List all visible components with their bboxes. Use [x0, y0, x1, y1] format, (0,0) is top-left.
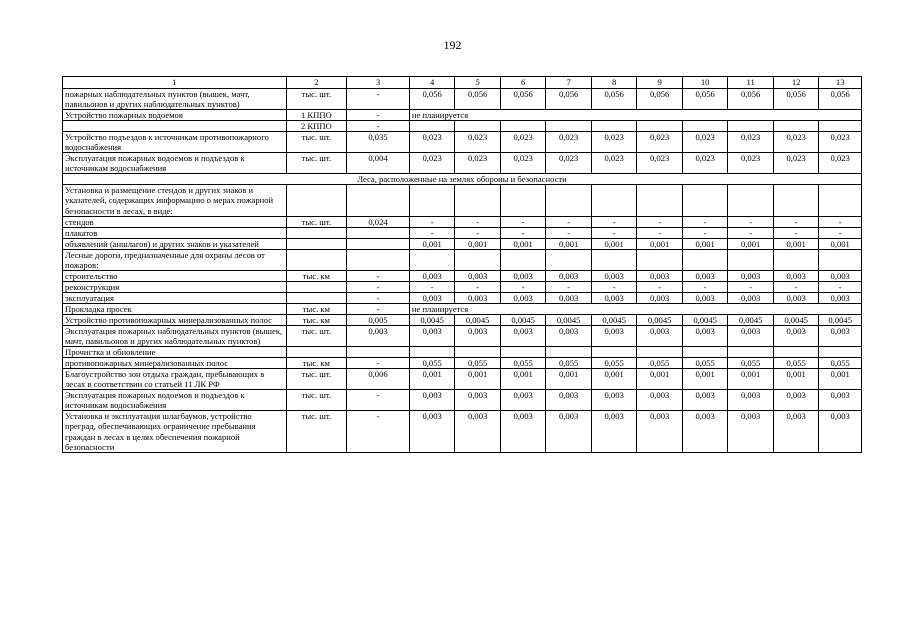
value-cell [546, 121, 592, 132]
value-cell: 0,003 [819, 411, 862, 452]
value-cell: 0,023 [637, 153, 683, 174]
value-cell: 0,003 [409, 270, 455, 281]
value-cell [546, 347, 592, 358]
value-cell: - [409, 216, 455, 227]
measure-label: стендов [63, 216, 287, 227]
page-number: 192 [443, 38, 462, 52]
table-row [63, 303, 862, 314]
value-cell: 0,0045 [728, 314, 774, 325]
value-cell: 0,056 [409, 89, 455, 110]
value-cell [409, 185, 455, 216]
value-cell [409, 347, 455, 358]
column-number: 13 [819, 77, 862, 89]
value-cell: 0,001 [728, 369, 774, 390]
value-cell: 0,056 [546, 89, 592, 110]
value-cell: 0,003 [819, 292, 862, 303]
value-cell: - [819, 227, 862, 238]
value-cell [591, 121, 637, 132]
table-row [63, 369, 862, 390]
value-cell: 0,003 [500, 270, 546, 281]
measure-label: плакатов [63, 227, 287, 238]
value-cell: 0,003 [546, 411, 592, 452]
unit-cell: тыс. шт. [286, 390, 347, 411]
value-cell: 0,003 [637, 270, 683, 281]
value-cell: - [682, 227, 728, 238]
value-cell: 0,056 [819, 89, 862, 110]
value-cell: - [728, 227, 774, 238]
value-cell: 0,003 [591, 292, 637, 303]
value-cell [637, 249, 683, 270]
value-cell: 0,023 [682, 132, 728, 153]
measure-label: объявлений (аншлагов) и других знаков и указателей [63, 238, 287, 249]
column-number: 11 [728, 77, 774, 89]
value-cell: 0,003 [591, 326, 637, 347]
value-cell: 0,023 [500, 132, 546, 153]
unit-cell: тыс. шт. [286, 89, 347, 110]
table-row [63, 314, 862, 325]
total-cell: 0,006 [347, 369, 410, 390]
value-cell: 0,003 [409, 292, 455, 303]
value-cell: - [500, 216, 546, 227]
section-row [63, 174, 862, 185]
unit-cell [286, 281, 347, 292]
total-cell: - [347, 121, 410, 132]
value-cell: 0,023 [455, 132, 501, 153]
column-number: 2 [286, 77, 347, 89]
measure-label [63, 121, 287, 132]
value-cell: 0,023 [409, 132, 455, 153]
unit-cell [286, 227, 347, 238]
value-cell: 0,023 [682, 153, 728, 174]
unit-cell: тыс. шт. [286, 326, 347, 347]
value-cell: 0,003 [728, 270, 774, 281]
value-cell: 0,055 [500, 358, 546, 369]
value-cell: 0,001 [409, 238, 455, 249]
value-cell [500, 121, 546, 132]
value-cell: - [591, 281, 637, 292]
unit-cell: тыс. км [286, 314, 347, 325]
value-cell: 0,0045 [637, 314, 683, 325]
value-cell: 0,0045 [546, 314, 592, 325]
value-cell: 0,003 [773, 270, 819, 281]
value-cell: - [455, 281, 501, 292]
value-cell: 0,056 [591, 89, 637, 110]
value-cell: 0,003 [637, 390, 683, 411]
value-cell [682, 185, 728, 216]
measure-label: Прокладка просек [63, 303, 287, 314]
value-cell: 0,003 [500, 326, 546, 347]
value-cell: 0,001 [773, 369, 819, 390]
note-cell: не планируется [409, 303, 861, 314]
measure-label: Устройство подъездов к источникам противопожарного водоснабжения [63, 132, 287, 153]
value-cell: - [728, 216, 774, 227]
value-cell [455, 121, 501, 132]
value-cell: 0,003 [591, 270, 637, 281]
table-row [63, 185, 862, 216]
unit-cell [286, 347, 347, 358]
value-cell: 0,023 [773, 153, 819, 174]
value-cell [591, 249, 637, 270]
value-cell: 0,003 [455, 326, 501, 347]
value-cell: - [819, 281, 862, 292]
value-cell: - [637, 227, 683, 238]
value-cell: 0,0045 [819, 314, 862, 325]
value-cell: - [546, 216, 592, 227]
unit-cell: тыс. шт. [286, 132, 347, 153]
value-cell [455, 185, 501, 216]
measure-label: Эксплуатация пожарных водоемов и подъездов к источникам водоснабжения [63, 153, 287, 174]
value-cell [682, 121, 728, 132]
total-cell: - [347, 281, 410, 292]
value-cell: 0,003 [546, 292, 592, 303]
value-cell: 0,001 [546, 238, 592, 249]
value-cell: 0,003 [637, 326, 683, 347]
value-cell [819, 347, 862, 358]
value-cell [409, 121, 455, 132]
value-cell: 0,023 [637, 132, 683, 153]
table-row [63, 227, 862, 238]
table-row [63, 390, 862, 411]
value-cell: 0,023 [591, 153, 637, 174]
section-title: Леса, расположенные на землях обороны и безопасности [63, 174, 862, 185]
measure-label: Благоустройство зон отдыха граждан, пребывающих в лесах в соответствии со статьей 11 ЛК РФ [63, 369, 287, 390]
value-cell: - [819, 216, 862, 227]
column-number: 9 [637, 77, 683, 89]
value-cell: 0,023 [728, 132, 774, 153]
table-row [63, 411, 862, 452]
value-cell: 0,003 [546, 270, 592, 281]
value-cell [819, 121, 862, 132]
table-row [63, 132, 862, 153]
value-cell: 0,003 [819, 270, 862, 281]
table-row [63, 326, 862, 347]
value-cell [637, 185, 683, 216]
unit-cell: тыс. км [286, 303, 347, 314]
value-cell: 0,023 [773, 132, 819, 153]
value-cell: 0,023 [728, 153, 774, 174]
value-cell: 0,055 [455, 358, 501, 369]
value-cell: 0,003 [591, 411, 637, 452]
value-cell: 0,055 [637, 358, 683, 369]
measure-label: Установка и размещение стендов и других знаков и указателей, содержащих информацию о мерах пожарной безопасности в лесах, в виде: [63, 185, 287, 216]
column-number: 12 [773, 77, 819, 89]
unit-cell: тыс. км [286, 270, 347, 281]
value-cell [409, 249, 455, 270]
value-cell: 0,003 [728, 326, 774, 347]
measure-label: реконструкция [63, 281, 287, 292]
unit-cell: тыс. шт. [286, 153, 347, 174]
value-cell [500, 185, 546, 216]
value-cell: 0,003 [455, 411, 501, 452]
unit-cell: тыс. шт. [286, 369, 347, 390]
value-cell: - [546, 281, 592, 292]
value-cell: 0,055 [819, 358, 862, 369]
total-cell: - [347, 270, 410, 281]
value-cell: 0,023 [455, 153, 501, 174]
value-cell: - [773, 281, 819, 292]
total-cell: - [347, 303, 410, 314]
value-cell [546, 249, 592, 270]
table-row [63, 238, 862, 249]
total-cell [347, 227, 410, 238]
value-cell: 0,001 [637, 369, 683, 390]
value-cell [591, 185, 637, 216]
column-number: 5 [455, 77, 501, 89]
value-cell: - [500, 281, 546, 292]
column-number: 7 [546, 77, 592, 89]
unit-cell: 1 КППО [286, 110, 347, 121]
measure-label: Установка и эксплуатация шлагбаумов, устройство преград, обеспечивающих ограничение пребывания граждан в лесах в целях обеспечения пожарной безопасности [63, 411, 287, 452]
value-cell [773, 121, 819, 132]
total-cell: - [347, 110, 410, 121]
value-cell: 0,023 [591, 132, 637, 153]
value-cell [500, 249, 546, 270]
value-cell [682, 347, 728, 358]
measure-label: противопожарных минерализованных полос [63, 358, 287, 369]
value-cell: - [773, 216, 819, 227]
value-cell: - [637, 216, 683, 227]
value-cell: 0,001 [455, 369, 501, 390]
value-cell: 0,001 [773, 238, 819, 249]
value-cell: 0,055 [728, 358, 774, 369]
value-cell: 0,003 [682, 390, 728, 411]
value-cell: 0,055 [682, 358, 728, 369]
value-cell [728, 347, 774, 358]
unit-cell: тыс. км [286, 358, 347, 369]
value-cell: 0,003 [773, 390, 819, 411]
value-cell: 0,003 [546, 326, 592, 347]
value-cell: 0,003 [409, 411, 455, 452]
value-cell: 0,0045 [500, 314, 546, 325]
value-cell [682, 249, 728, 270]
value-cell: 0,0045 [455, 314, 501, 325]
value-cell [591, 347, 637, 358]
value-cell: 0,003 [682, 411, 728, 452]
value-cell: 0,023 [819, 153, 862, 174]
value-cell: - [591, 227, 637, 238]
value-cell: 0,003 [500, 411, 546, 452]
value-cell: - [682, 216, 728, 227]
value-cell: 0,0045 [591, 314, 637, 325]
value-cell: 0,056 [637, 89, 683, 110]
total-cell [347, 238, 410, 249]
measure-label: Прочистка и обновление [63, 347, 287, 358]
value-cell: 0,003 [500, 390, 546, 411]
value-cell: 0,055 [591, 358, 637, 369]
value-cell: 0,003 [773, 326, 819, 347]
unit-cell [286, 185, 347, 216]
value-cell: 0,023 [409, 153, 455, 174]
value-cell: - [591, 216, 637, 227]
unit-cell [286, 292, 347, 303]
value-cell: 0,003 [728, 390, 774, 411]
table-row [63, 153, 862, 174]
value-cell: 0,001 [682, 369, 728, 390]
value-cell: 0,001 [728, 238, 774, 249]
measure-label: Эксплуатация пожарных наблюдательных пунктов (вышек, мачт, павильонов и других наблюдательных пунктов) [63, 326, 287, 347]
measure-label: Устройство противопожарных минерализованных полос [63, 314, 287, 325]
column-number: 10 [682, 77, 728, 89]
forest-fire-measures-table [62, 76, 862, 453]
value-cell: - [728, 281, 774, 292]
column-number: 4 [409, 77, 455, 89]
value-cell [455, 347, 501, 358]
value-cell: 0,003 [819, 390, 862, 411]
total-cell: - [347, 292, 410, 303]
value-cell [819, 249, 862, 270]
total-cell: 0,035 [347, 132, 410, 153]
unit-cell [286, 249, 347, 270]
value-cell: 0,003 [455, 270, 501, 281]
value-cell: - [682, 281, 728, 292]
measure-label: Устройство пожарных водоемов [63, 110, 287, 121]
value-cell [773, 185, 819, 216]
total-cell [347, 185, 410, 216]
table-row [63, 270, 862, 281]
measure-label: строительство [63, 270, 287, 281]
value-cell: 0,001 [682, 238, 728, 249]
value-cell: 0,0045 [682, 314, 728, 325]
value-cell: 0,055 [773, 358, 819, 369]
value-cell [728, 121, 774, 132]
table-row [63, 292, 862, 303]
value-cell [637, 121, 683, 132]
value-cell [546, 185, 592, 216]
table-row [63, 347, 862, 358]
total-cell: - [347, 89, 410, 110]
value-cell: - [546, 227, 592, 238]
value-cell: 0,003 [773, 411, 819, 452]
value-cell: 0,003 [682, 270, 728, 281]
value-cell: 0,003 [637, 411, 683, 452]
value-cell: 0,0045 [409, 314, 455, 325]
value-cell: 0,003 [728, 411, 774, 452]
value-cell: - [409, 281, 455, 292]
value-cell [455, 249, 501, 270]
unit-cell: 2 КППО [286, 121, 347, 132]
header-row [63, 77, 862, 89]
value-cell: 0,055 [546, 358, 592, 369]
value-cell: 0,003 [819, 326, 862, 347]
table-row [63, 121, 862, 132]
value-cell: 0,056 [728, 89, 774, 110]
table-row [63, 281, 862, 292]
table-row [63, 358, 862, 369]
value-cell: - [409, 227, 455, 238]
value-cell: - [773, 227, 819, 238]
measure-label: эксплуатация [63, 292, 287, 303]
value-cell: 0,001 [455, 238, 501, 249]
total-cell: 0,003 [347, 326, 410, 347]
value-cell: 0,003 [455, 390, 501, 411]
measure-label: пожарных наблюдательных пунктов (вышек, мачт, павильонов и других наблюдательных пунктов) [63, 89, 287, 110]
value-cell [500, 347, 546, 358]
value-cell: 0,003 [682, 326, 728, 347]
measure-label: Эксплуатация пожарных водоемов и подъездов к источникам водоснабжения [63, 390, 287, 411]
value-cell: 0,056 [455, 89, 501, 110]
value-cell: - [500, 227, 546, 238]
value-cell [637, 347, 683, 358]
total-cell [347, 347, 410, 358]
value-cell: 0,003 [409, 326, 455, 347]
value-cell: - [637, 281, 683, 292]
value-cell: 0,003 [455, 292, 501, 303]
value-cell: 0,0045 [773, 314, 819, 325]
value-cell: 0,003 [637, 292, 683, 303]
value-cell: 0,003 [409, 390, 455, 411]
value-cell: 0,001 [591, 238, 637, 249]
value-cell: 0,003 [546, 390, 592, 411]
value-cell [819, 185, 862, 216]
value-cell: 0,023 [546, 153, 592, 174]
table-row [63, 249, 862, 270]
value-cell: 0,056 [773, 89, 819, 110]
value-cell: 0,001 [546, 369, 592, 390]
total-cell: 0,024 [347, 216, 410, 227]
table-row [63, 216, 862, 227]
value-cell: 0,056 [500, 89, 546, 110]
value-cell: 0,001 [819, 369, 862, 390]
value-cell [773, 347, 819, 358]
table-row [63, 110, 862, 121]
value-cell: 0,001 [500, 238, 546, 249]
value-cell: 0,023 [546, 132, 592, 153]
column-number: 3 [347, 77, 410, 89]
table-row [63, 89, 862, 110]
total-cell: - [347, 390, 410, 411]
unit-cell: тыс. шт. [286, 411, 347, 452]
value-cell: 0,003 [500, 292, 546, 303]
value-cell: 0,055 [409, 358, 455, 369]
note-cell: не планируется [409, 110, 861, 121]
value-cell: - [455, 216, 501, 227]
value-cell: 0,001 [409, 369, 455, 390]
value-cell: 0,001 [500, 369, 546, 390]
value-cell [728, 249, 774, 270]
total-cell: - [347, 358, 410, 369]
measure-label: Лесные дороги, предназначенные для охраны лесов от пожаров: [63, 249, 287, 270]
total-cell [347, 249, 410, 270]
unit-cell [286, 238, 347, 249]
value-cell: 0,003 [591, 390, 637, 411]
unit-cell: тыс. шт. [286, 216, 347, 227]
total-cell: - [347, 411, 410, 452]
column-number: 1 [63, 77, 287, 89]
column-number: 6 [500, 77, 546, 89]
value-cell: 0,023 [500, 153, 546, 174]
value-cell: 0,056 [682, 89, 728, 110]
total-cell: 0,004 [347, 153, 410, 174]
value-cell: 0,001 [819, 238, 862, 249]
value-cell: 0,001 [591, 369, 637, 390]
value-cell [773, 249, 819, 270]
column-number: 8 [591, 77, 637, 89]
value-cell: 0,003 [773, 292, 819, 303]
value-cell: 0,003 [682, 292, 728, 303]
value-cell: 0,001 [637, 238, 683, 249]
value-cell: 0,003 [728, 292, 774, 303]
value-cell: 0,023 [819, 132, 862, 153]
value-cell: - [455, 227, 501, 238]
value-cell [728, 185, 774, 216]
total-cell: 0,005 [347, 314, 410, 325]
